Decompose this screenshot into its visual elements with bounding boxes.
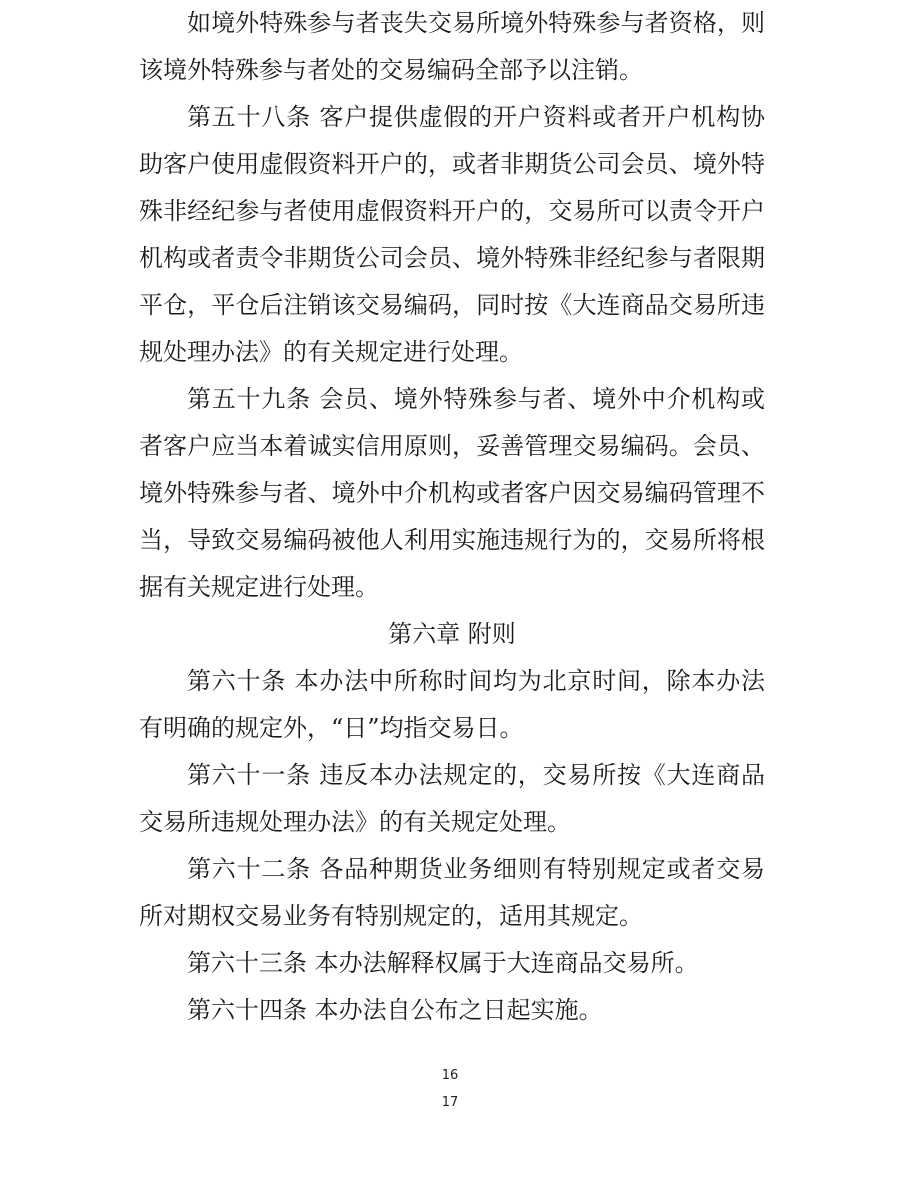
- article-60: [139, 658, 765, 752]
- text-line: 第六十三条 本办法解释权属于大连商品交易所。: [187, 949, 699, 977]
- article-58: [139, 94, 765, 376]
- text-line: 据有关规定进行处理。: [139, 573, 379, 601]
- text-line: 者客户应当本着诚实信用原则，妥善管理交易编码。会员、: [139, 432, 765, 460]
- text-line: 第五十九条 会员、境外特殊参与者、境外中介机构或: [187, 385, 765, 413]
- text-line: 交易所违规处理办法》的有关规定处理。: [139, 808, 571, 836]
- article-63: [139, 940, 765, 987]
- text-line: 机构或者责令非期货公司会员、境外特殊非经纪参与者限期: [139, 244, 765, 272]
- page-number: 16: [441, 1068, 459, 1083]
- text-line: 第六十一条 违反本办法规定的，交易所按《大连商品: [187, 761, 765, 789]
- article-59: [139, 376, 765, 611]
- text-line: 第六十条 本办法中所称时间均为北京时间，除本办法: [187, 667, 765, 695]
- text-line: 平仓，平仓后注销该交易编码，同时按《大连商品交易所违: [139, 291, 765, 319]
- text-line: 境外特殊参与者、境外中介机构或者客户因交易编码管理不: [139, 479, 765, 507]
- text-line: 第五十八条 客户提供虚假的开户资料或者开户机构协: [187, 103, 765, 131]
- text-line: 规处理办法》的有关规定进行处理。: [139, 338, 523, 366]
- text-line: 第六十二条 各品种期货业务细则有特别规定或者交易: [187, 855, 765, 883]
- text-line: 殊非经纪参与者使用虚假资料开户的，交易所可以责令开户: [139, 197, 765, 225]
- article-62: [139, 846, 765, 940]
- text-line: 有明确的规定外，“日”均指交易日。: [139, 714, 524, 742]
- text-line: 该境外特殊参与者处的交易编码全部予以注销。: [139, 56, 643, 84]
- page-number: 17: [441, 1095, 459, 1110]
- chapter-heading: 第六章 附则: [388, 620, 516, 648]
- text-line: 如境外特殊参与者丧失交易所境外特殊参与者资格，则: [187, 9, 765, 37]
- article-64: [139, 987, 765, 1034]
- article-61: [139, 752, 765, 846]
- text-line: 当，导致交易编码被他人利用实施违规行为的，交易所将根: [139, 526, 765, 554]
- text-line: 助客户使用虚假资料开户的，或者非期货公司会员、境外特: [139, 150, 765, 178]
- paragraph-continuation: [139, 0, 765, 94]
- text-line: 第六十四条 本办法自公布之日起实施。: [187, 996, 603, 1024]
- text-line: 所对期权交易业务有特别规定的，适用其规定。: [139, 902, 643, 930]
